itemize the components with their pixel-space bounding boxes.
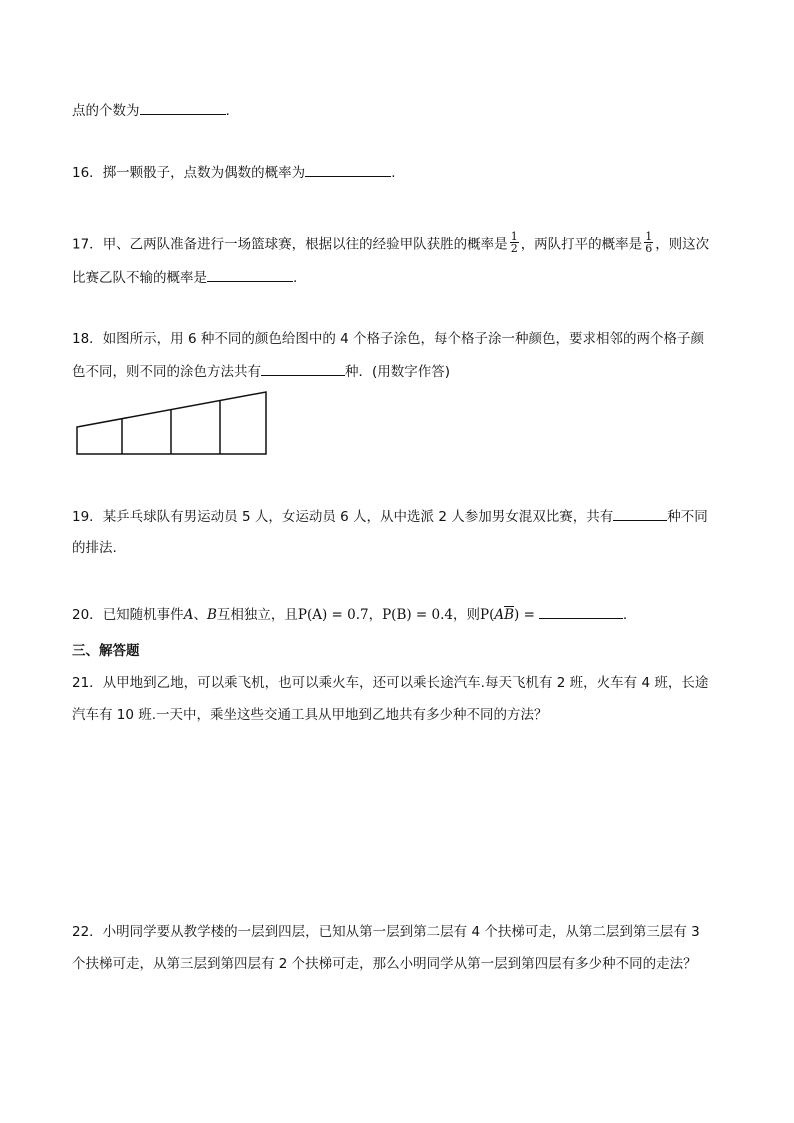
- q16-text: 掷一颗骰子，点数为偶数的概率为: [102, 165, 306, 181]
- fraction-denominator: 6: [645, 242, 653, 255]
- q20-text-b: 互相独立，且: [216, 607, 298, 623]
- question-number: 22．: [72, 924, 103, 940]
- question-17-line-1: [72, 230, 710, 256]
- q20-end: .: [622, 607, 628, 623]
- prob-b-expr: P(B) = 0.4: [382, 607, 453, 623]
- question-number: 18．: [72, 331, 103, 347]
- prob-func-open: P(: [480, 607, 495, 623]
- question-number: 21．: [72, 675, 103, 691]
- q19-line-1b: 种不同: [667, 509, 708, 525]
- q21-line-2: 汽车有 10 班.一天中，乘坐这些交通工具从甲地到乙地共有多少种不同的方法？: [72, 707, 548, 723]
- event-a: A: [183, 607, 194, 623]
- question-17-line-2: [72, 267, 297, 288]
- section-heading: 三、解答题: [72, 643, 140, 659]
- prob-a-expr: P(A) = 0.7: [297, 607, 369, 623]
- answer-blank: [539, 604, 623, 619]
- fraction-numerator: 1: [510, 230, 518, 243]
- question-22-line-1: [72, 922, 700, 942]
- question-21-line-1: [72, 673, 708, 693]
- question-18-line-1: [72, 329, 704, 349]
- answer-blank: [613, 506, 667, 521]
- q15-end: .: [225, 103, 230, 119]
- q22-line-1: 小明同学要从教学楼的一层到四层，已知从第一层到第二层有 4 个扶梯可走，从第二层到第三层有 3: [102, 924, 700, 940]
- q20-text-c: ，则: [453, 607, 480, 623]
- question-number: 17．: [72, 236, 103, 253]
- q18-line-2b: 种．(用数字作答): [345, 364, 451, 380]
- question-16: [72, 162, 395, 183]
- question-number: 20．: [72, 607, 103, 623]
- q21-line-1: 从甲地到乙地，可以乘飞机，也可以乘火车，还可以乘长途汽车.每天飞机有 2 班，火车有 4 班，长途: [102, 675, 709, 691]
- q16-end: .: [391, 165, 396, 181]
- event-b: B: [206, 607, 217, 623]
- prob-func-close: ) =: [514, 607, 535, 623]
- q20-sep: 、: [193, 607, 207, 623]
- q17-text-a: 甲、乙两队准备进行一场篮球赛，根据以往的经验甲队获胜的概率是: [102, 236, 508, 253]
- q17-end: .: [293, 270, 298, 286]
- q18-line-2a: 色不同，则不同的涂色方法共有: [72, 364, 261, 380]
- q17-text-c: ，则这次: [655, 236, 710, 253]
- q17-line-2-text: 比赛乙队不输的概率是: [72, 270, 207, 286]
- prob-arg-b-complement: $\overline{B}$: [504, 607, 515, 623]
- question-22-line-2: [72, 954, 697, 974]
- four-cell-grid-figure: [72, 386, 272, 458]
- q19-line-2: 的排法.: [72, 540, 117, 556]
- question-number: 16．: [72, 165, 103, 181]
- question-19-line-1: [72, 506, 708, 527]
- question-18-line-2: [72, 361, 450, 382]
- question-20: [72, 604, 627, 625]
- fraction-denominator: 2: [510, 242, 518, 255]
- fraction-one-half: [510, 231, 519, 254]
- answer-blank: [207, 267, 293, 282]
- q20-comma: ，: [368, 607, 383, 623]
- q20-text-a: 已知随机事件: [102, 607, 184, 623]
- answer-blank: [305, 162, 391, 177]
- q18-line-1-text: 如图所示，用 6 种不同的颜色给图中的 4 个格子涂色，每个格子涂一种颜色，要求相邻的两个格子颜: [102, 331, 705, 347]
- prob-arg-a: A: [494, 607, 505, 623]
- q19-line-1a: 某乒乓球队有男运动员 5 人，女运动员 6 人，从中选派 2 人参加男女混双比赛，共有: [102, 509, 614, 525]
- fraction-numerator: 1: [645, 230, 653, 243]
- answer-blank: [140, 100, 226, 115]
- answer-blank: [261, 361, 345, 376]
- q15-text: 点的个数为: [72, 103, 140, 119]
- q17-text-b: ，两队打平的概率是: [520, 236, 643, 253]
- fraction-one-sixth: [644, 231, 653, 254]
- q22-line-2: 个扶梯可走，从第三层到第四层有 2 个扶梯可走，那么小明同学从第一层到第四层有多少种不同的走法？: [72, 956, 697, 972]
- question-15-tail: [72, 100, 230, 121]
- question-number: 19．: [72, 509, 103, 525]
- question-21-line-2: [72, 705, 548, 725]
- question-19-line-2: [72, 538, 117, 558]
